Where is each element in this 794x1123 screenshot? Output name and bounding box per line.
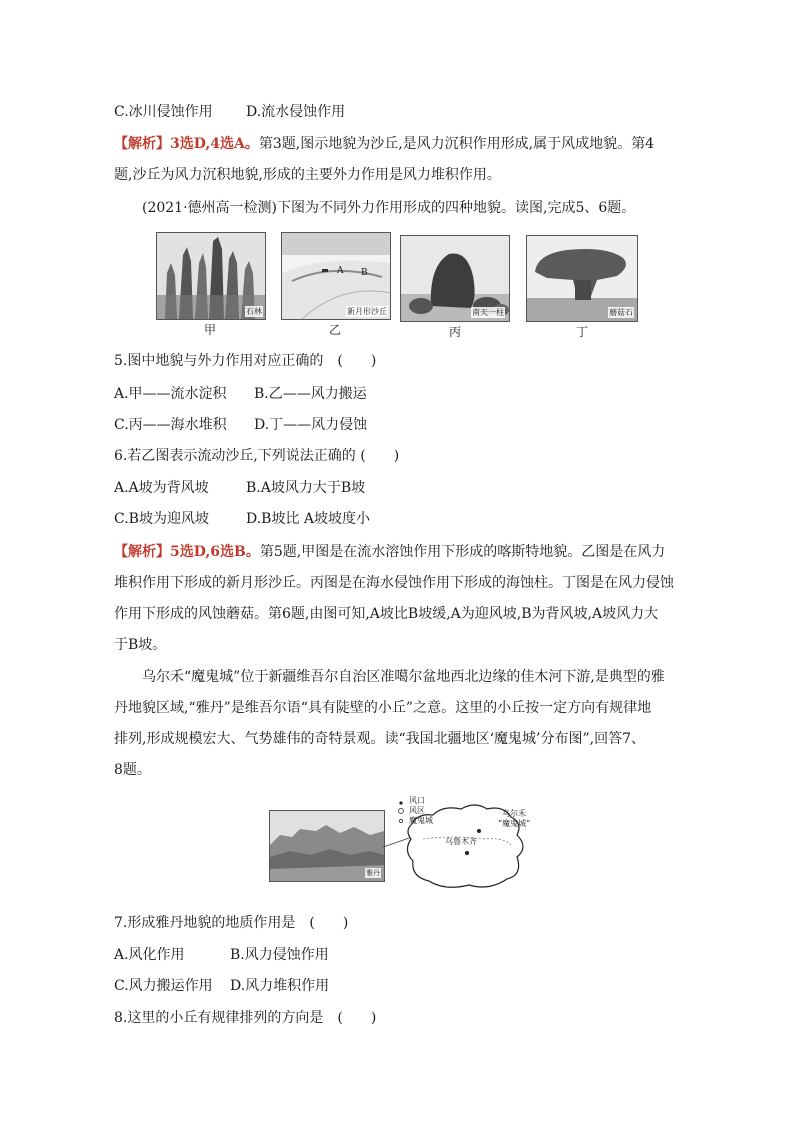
- analysis-text: 第3题,图示地貌为沙丘,是风力沉积作用形成,属于风成地貌。第4: [258, 136, 655, 152]
- figure-caption: 南天一柱: [472, 308, 504, 317]
- photo-caption: 雅丹: [366, 869, 380, 877]
- mushroom-rock-photo: [526, 235, 638, 322]
- legend-wind-zone: 风区: [409, 806, 425, 815]
- stone-forest-photo: [156, 232, 266, 320]
- q5-options-row1: [114, 386, 367, 402]
- q7-options-row1: [114, 947, 329, 963]
- intro-q7-q8-line2: 丹地貌区域,“雅丹”是维吾尔语“具有陡壁的小丘”之意。这里的小丘按一定方向有规律地: [114, 700, 652, 716]
- figure-label: 丁: [575, 325, 588, 339]
- crescent-dune-photo: [281, 232, 391, 320]
- figure-caption: 新月形沙丘: [347, 307, 387, 316]
- intro-q5-q6: (2021·德州高一检测)下图为不同外力作用形成的四种地貌。读图,完成5、6题。: [142, 200, 636, 216]
- q8-stem: 8.这里的小丘有规律排列的方向是 ( ): [114, 1010, 377, 1026]
- q7-option-a: A.风化作用: [114, 947, 185, 963]
- analysis2-line2: 堆积作用下形成的新月形沙丘。丙图是在海水侵蚀作用下形成的海蚀柱。丁图是在风力侵蚀: [114, 575, 674, 591]
- q5-option-b: B.乙——风力搬运: [254, 386, 367, 402]
- q7-option-d: D.风力堆积作用: [230, 978, 330, 994]
- analysis2-line1: [114, 544, 665, 560]
- analysis-answer: 5选D,6选B。: [170, 544, 260, 560]
- slope-a-mark: A: [337, 266, 344, 276]
- analysis1-line1: [114, 136, 654, 152]
- q7-option-c: C.风力搬运作用: [114, 978, 213, 994]
- q6-option-a: A.A坡为背风坡: [114, 480, 209, 496]
- q4-option-c: C.冰川侵蚀作用: [114, 104, 213, 120]
- q5-option-a: A.甲——流水淀积: [114, 386, 227, 402]
- analysis-answer: 3选D,4选A。: [170, 136, 259, 152]
- figure-caption: 石林: [246, 307, 262, 316]
- q4-option-d: D.流水侵蚀作用: [246, 104, 346, 120]
- q6-stem: 6.若乙图表示流动沙丘,下列说法正确的 ( ): [114, 448, 400, 464]
- q4-options-row: [114, 104, 346, 120]
- figure-label: 丙: [448, 325, 461, 339]
- q6-options-row2: [114, 511, 371, 527]
- q7-option-b: B.风力侵蚀作用: [230, 947, 329, 963]
- q6-option-d: D.B坡比 A坡坡度小: [246, 511, 371, 527]
- legend-wind-gap: 风口: [409, 796, 425, 805]
- q6-option-c: C.B坡为迎风坡: [114, 511, 209, 527]
- q5-option-d: D.丁——风力侵蚀: [254, 417, 368, 433]
- analysis-tag: 【解析】: [114, 136, 170, 152]
- q6-options-row1: [114, 480, 366, 496]
- analysis-tag: 【解析】: [114, 544, 170, 560]
- intro-q7-q8-line4: 8题。: [114, 762, 151, 778]
- q7-options-row2: [114, 978, 330, 994]
- legend-ghost-city: 魔鬼城: [409, 816, 433, 825]
- analysis-text: 第5题,甲图是在流水溶蚀作用下形成的喀斯特地貌。乙图是在风力: [259, 544, 666, 560]
- slope-b-mark: B: [361, 268, 368, 278]
- place-ghost-city: “魔鬼城”: [498, 819, 531, 828]
- q5-option-c: C.丙——海水堆积: [114, 417, 227, 433]
- intro-q7-q8-line3: 排列,形成规模宏大、气势雄伟的奇特景观。读“我国北疆地区‘魔鬼城’分布图”,回答7、: [114, 731, 646, 747]
- q5-stem: 5.图中地貌与外力作用对应正确的 ( ): [114, 353, 377, 369]
- figure-label: 甲: [203, 323, 216, 337]
- figure-label: 乙: [328, 323, 341, 337]
- q7-stem: 7.形成雅丹地貌的地质作用是 ( ): [114, 915, 349, 931]
- q6-option-b: B.A坡风力大于B坡: [246, 480, 366, 496]
- analysis2-line4: 于B坡。: [114, 637, 167, 653]
- yardang-photo: [269, 810, 385, 882]
- intro-q7-q8-line1: 乌尔禾“魔鬼城”位于新疆维吾尔自治区准噶尔盆地西北边缘的佳木河下游,是典型的雅: [142, 669, 665, 685]
- analysis2-line3: 作用下形成的风蚀蘑菇。第6题,由图可知,A坡比B坡缓,A为迎风坡,B为背风坡,A坡风力大: [114, 606, 659, 622]
- analysis1-line2: 题,沙丘为风力沉积地貌,形成的主要外力作用是风力堆积作用。: [114, 167, 501, 183]
- figure-caption: 蘑菇石: [609, 308, 633, 317]
- city-urumqi: 乌鲁木齐: [445, 837, 477, 846]
- sea-stack-photo: [400, 235, 510, 322]
- q5-options-row2: [114, 417, 368, 433]
- place-urho: 乌尔禾: [502, 809, 526, 818]
